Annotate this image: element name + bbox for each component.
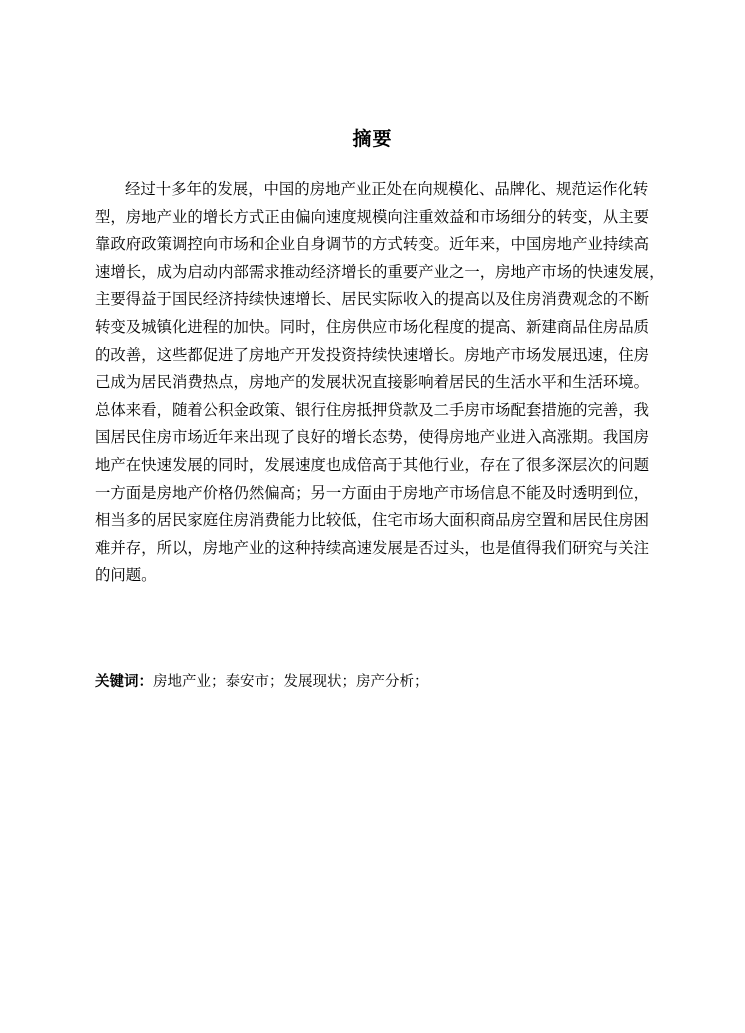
abstract-line: 速增长，成为启动内部需求推动经济增长的重要产业之一，房地产市场的快速发展，	[95, 262, 665, 281]
page-title: 摘要	[352, 128, 393, 150]
abstract-line: 的问题。	[95, 566, 157, 585]
abstract-line: 总体来看，随着公积金政策、银行住房抵押贷款及二手房市场配套措施的完善，我	[95, 400, 650, 419]
abstract-line: 相当多的居民家庭住房消费能力比较低，住宅市场大面积商品房空置和居民住房困	[95, 511, 650, 530]
keywords	[95, 670, 429, 691]
keywords-label: 关键词：	[95, 673, 153, 690]
abstract-line: 经过十多年的发展，中国的房地产业正处在向规模化、品牌化、规范运作化转	[125, 180, 649, 198]
abstract-body	[95, 176, 665, 590]
abstract-line: 的改善，这些都促进了房地产开发投资持续快速增长。房地产市场发展迅速，住房	[95, 345, 650, 364]
abstract-line: 靠政府政策调控向市场和企业自身调节的方式转变。近年来，中国房地产业持续高	[95, 235, 650, 254]
abstract-line: 转变及城镇化进程的加快。同时，住房供应市场化程度的提高、新建商品住房品质	[95, 317, 650, 336]
abstract-line: 难并存，所以，房地产业的这种持续高速发展是否过头，也是值得我们研究与关注	[95, 538, 650, 557]
abstract-line: 主要得益于国民经济持续快速增长、居民实际收入的提高以及住房消费观念的不断	[95, 290, 650, 309]
abstract-line: 地产在快速发展的同时，发展速度也成倍高于其他行业，存在了很多深层次的问题	[95, 455, 650, 474]
abstract-line: 型，房地产业的增长方式正由偏向速度规模向注重效益和市场细分的转变，从主要	[95, 207, 650, 226]
abstract-line: 一方面是房地产价格仍然偏高；另一方面由于房地产市场信息不能及时透明到位，	[95, 483, 650, 502]
abstract-line: 国居民住房市场近年来出现了良好的增长态势，使得房地产业进入高涨期。我国房	[95, 428, 650, 447]
abstract-line: 己成为居民消费热点，房地产的发展状况直接影响着居民的生活水平和生活环境。	[95, 373, 650, 392]
keywords-text: 房地产业；泰安市；发展现状；房产分析；	[153, 674, 429, 690]
